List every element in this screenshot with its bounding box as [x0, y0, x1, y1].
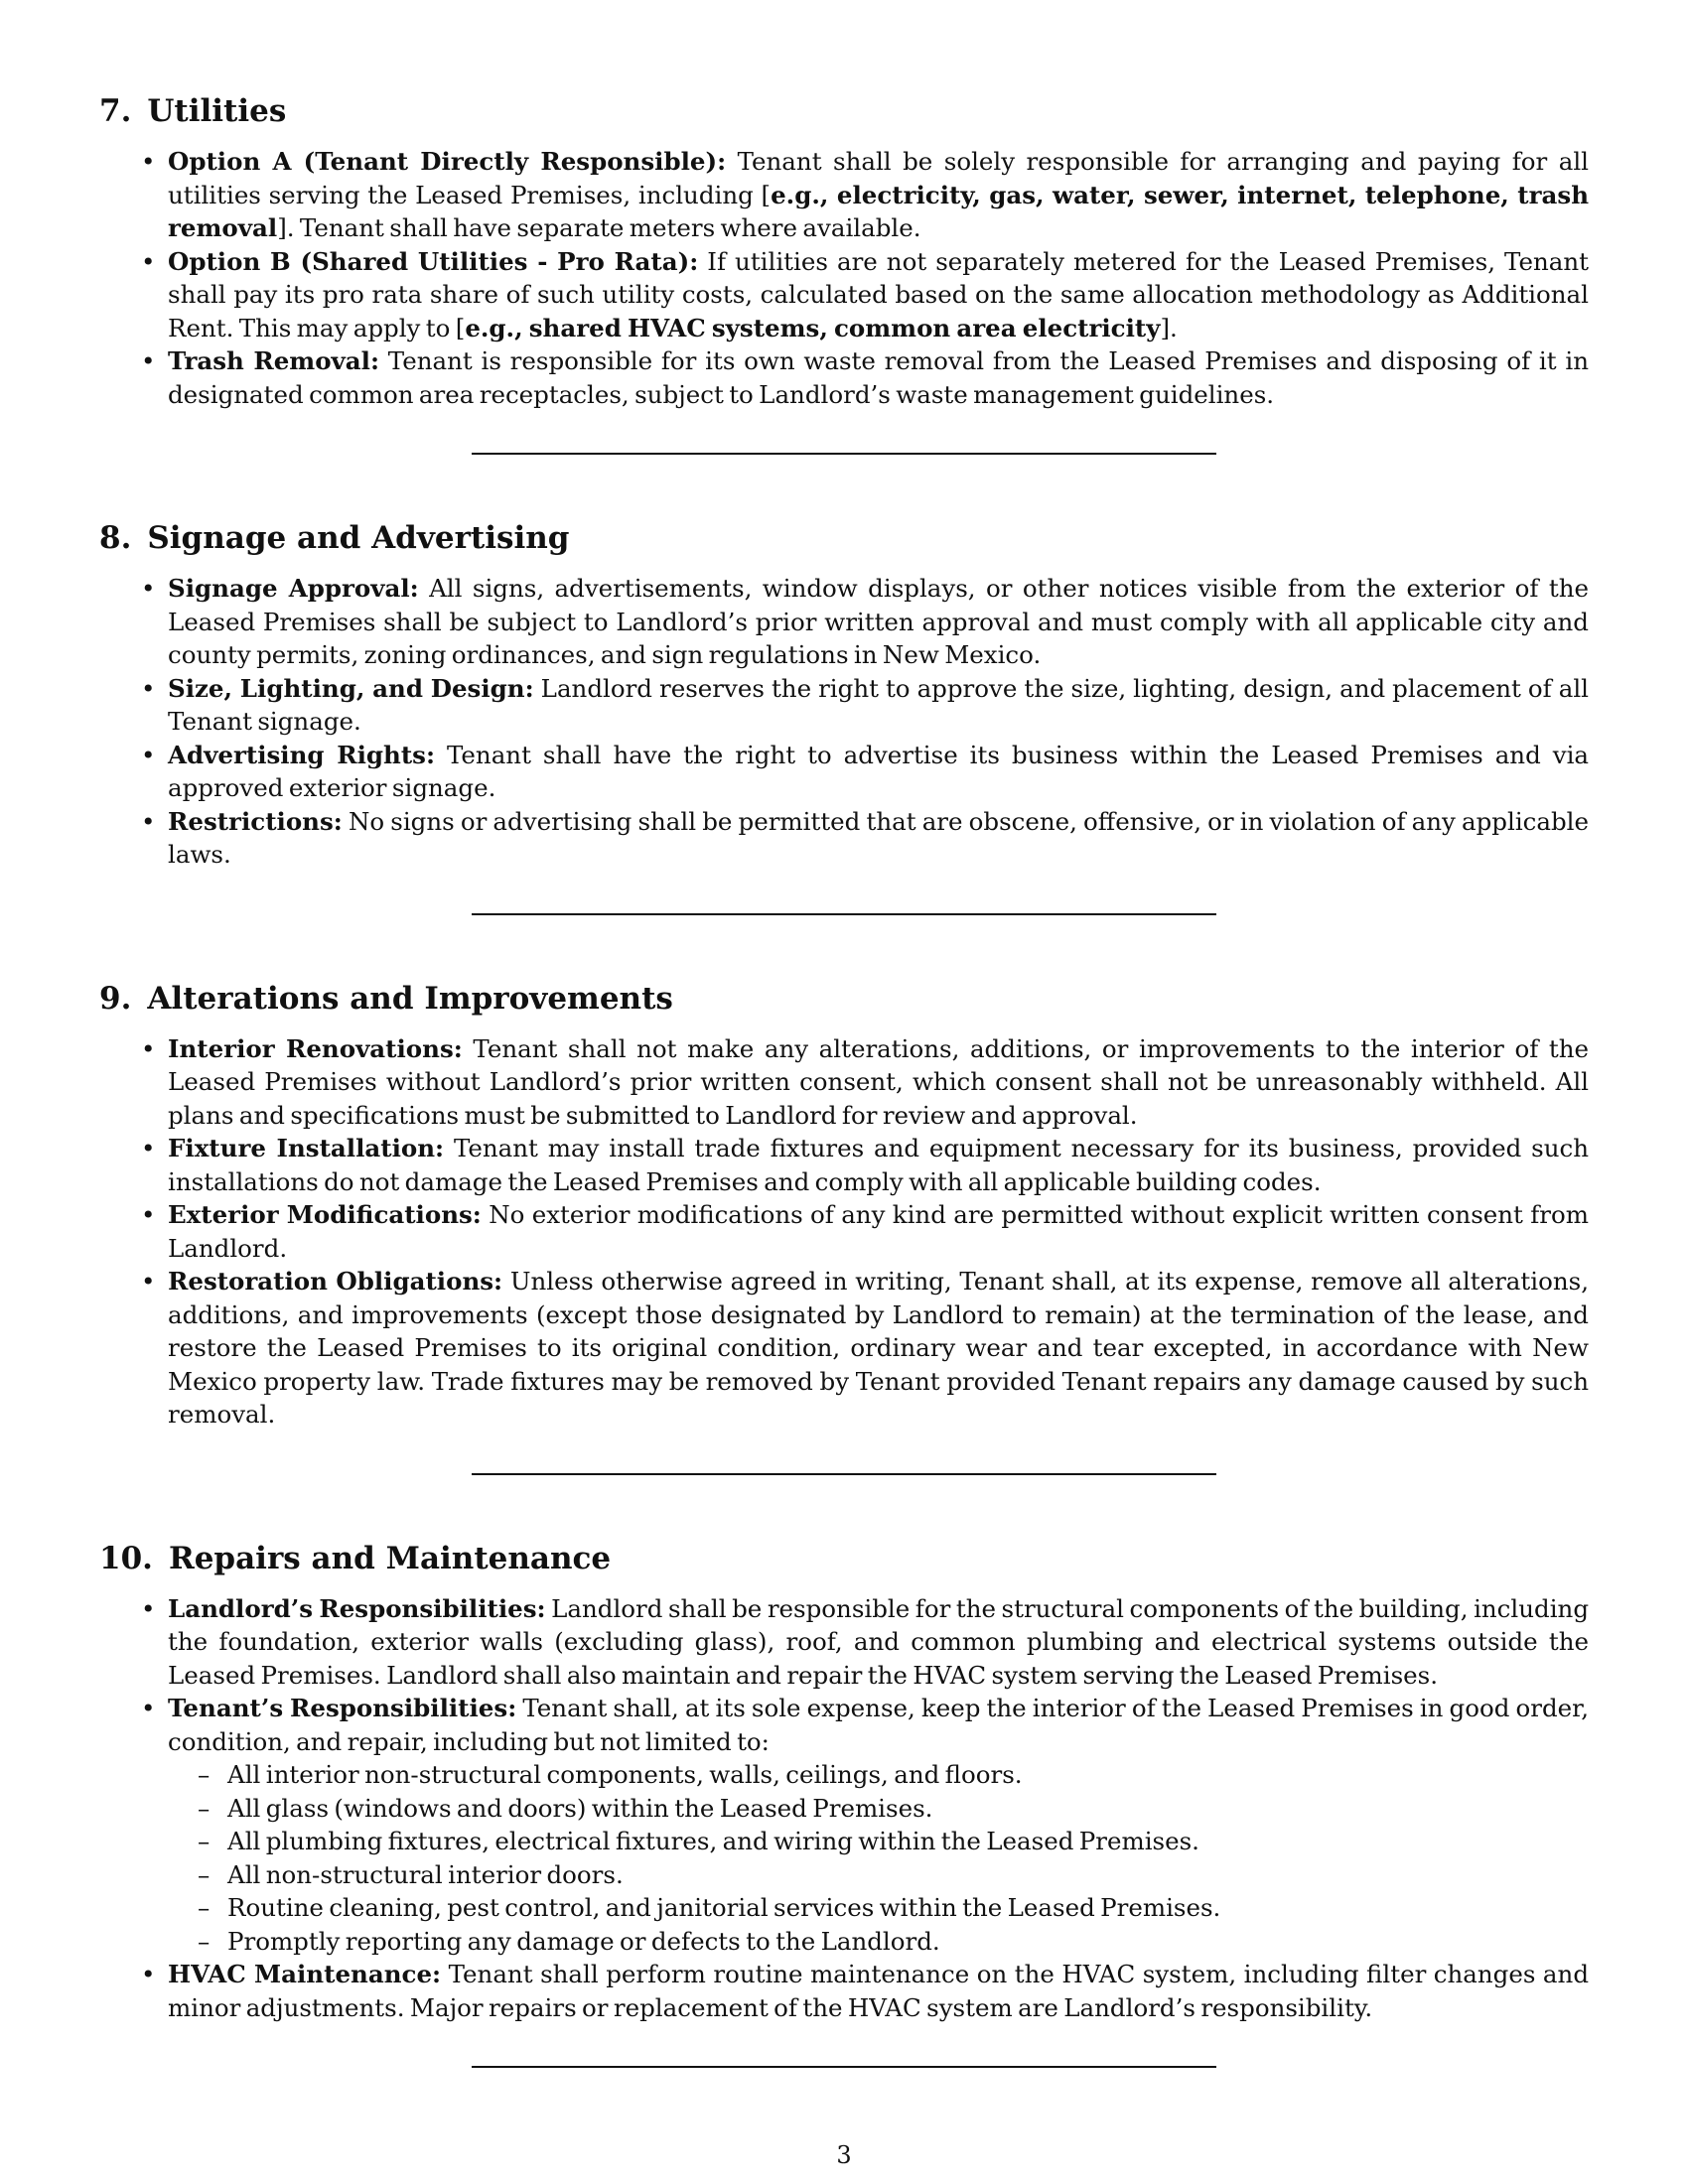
sub-list-item: – All interior non-structural components, walls, ceilings, and floors.	[168, 1758, 1589, 1792]
clause-label: Size, Lighting, and Design:	[168, 673, 534, 703]
sub-list	[168, 1758, 1589, 1958]
clause-item	[99, 805, 1589, 872]
section-utilities	[99, 91, 1589, 411]
clause-text: Tenant may install trade fixtures and equipment necessary for its business, provided such installations do not damage the Leased Premises and comply with all applicable building codes.	[168, 1134, 1589, 1196]
clause-label: Landlord’s Responsibilities:	[168, 1593, 546, 1623]
clause-item	[99, 1692, 1589, 1958]
section-title: Repairs and Maintenance	[168, 1540, 612, 1576]
clause-label: Exterior Modifications:	[168, 1200, 482, 1229]
clause-label: Signage Approval:	[168, 574, 419, 603]
clause-label: Trash Removal:	[168, 346, 380, 375]
clause-item	[99, 344, 1589, 411]
clause-list	[99, 572, 1589, 872]
clause-list	[99, 145, 1589, 411]
clause-item	[99, 1592, 1589, 1693]
clause-label: Interior Renovations:	[168, 1033, 463, 1063]
clause-text: Unless otherwise agreed in writing, Tenant shall, at its expense, remove all alterations, additions, and improvements (except those designated by Landlord to remain) at the termination of the lease, and restore the Leased Premises to its original condition, ordinary wear and tear excepted, in accordance with New Mexico property law. Trade fixtures may be removed by Tenant provided Tenant repairs any damage caused by such removal.	[168, 1267, 1589, 1429]
section-divider	[472, 453, 1216, 455]
section-number: 8.	[99, 520, 132, 556]
clause-item	[99, 1198, 1589, 1265]
clause-label: Restrictions:	[168, 806, 343, 836]
section-alterations	[99, 979, 1589, 1432]
clause-text: Landlord reserves the right to approve the size, lighting, design, and placement of all Tenant signage.	[168, 673, 1590, 736]
page-number: 3	[836, 2141, 852, 2169]
document-page	[99, 91, 1589, 2131]
section-number: 7.	[99, 93, 132, 129]
clause-item	[99, 739, 1589, 805]
clause-list	[99, 1592, 1589, 2025]
sub-list-item: – Routine cleaning, pest control, and janitorial services within the Leased Premises.	[168, 1891, 1589, 1925]
clause-emphasis: e.g., shared HVAC systems, common area electricity	[465, 313, 1161, 342]
clause-label: Fixture Installation:	[168, 1134, 445, 1162]
clause-emphasis: e.g., electricity, gas, water, sewer, internet, telephone, trash removal	[168, 180, 1590, 242]
section-heading	[99, 1539, 1589, 1578]
clause-item	[99, 1032, 1589, 1133]
clause-text: Landlord shall be responsible for the structural components of the building, including the foundation, exterior walls (excluding glass), roof, and common plumbing and electrical systems outside the Leased Premises. Landlord shall also maintain and repair the HVAC system serving the Leased Premises.	[168, 1593, 1589, 1690]
section-heading	[99, 518, 1589, 558]
clause-text: Tenant shall have the right to advertise its business within the Leased Premises and via approved exterior signage.	[168, 740, 1590, 802]
clause-label: Option A (Tenant Directly Responsible):	[168, 147, 727, 176]
section-divider	[472, 2066, 1216, 2068]
clause-label: HVAC Maintenance:	[168, 1960, 442, 1988]
clause-text: Tenant shall perform routine maintenance on the HVAC system, including filter changes and minor adjustments. Major repairs or replacement of the HVAC system are Landlord’s responsibility.	[168, 1960, 1590, 2022]
section-signage	[99, 518, 1589, 872]
clause-item	[99, 672, 1589, 739]
clause-text: If utilities are not separately metered for the Leased Premises, Tenant shall pay its pro rata share of such utility costs, calculated based on the same allocation methodology as Additional Rent. This may apply to [	[168, 246, 1589, 342]
clause-label: Restoration Obligations:	[168, 1267, 503, 1296]
clause-text: No exterior modifications of any kind are permitted without explicit written consent from Landlord.	[168, 1200, 1589, 1263]
clause-text: Tenant shall, at its sole expense, keep the interior of the Leased Premises in good order, condition, and repair, including but not limited to:	[168, 1694, 1589, 1756]
sub-list-item: – All plumbing fixtures, electrical fixtures, and wiring within the Leased Premises.	[168, 1825, 1589, 1858]
clause-item	[99, 1958, 1589, 2024]
clause-item	[99, 145, 1589, 245]
clause-list	[99, 1032, 1589, 1432]
clause-text-after: ]. Tenant shall have separate meters where available.	[277, 213, 921, 242]
sub-list-item: – All glass (windows and doors) within the Leased Premises.	[168, 1792, 1589, 1826]
section-title: Utilities	[147, 93, 287, 129]
clause-item	[99, 245, 1589, 345]
section-number: 9.	[99, 980, 132, 1017]
clause-text: Tenant is responsible for its own waste removal from the Leased Premises and disposing of it in designated common area receptacles, subject to Landlord’s waste management guidelines.	[168, 346, 1589, 409]
section-heading	[99, 979, 1589, 1019]
sub-list-item: – Promptly reporting any damage or defects to the Landlord.	[168, 1925, 1589, 1959]
section-repairs	[99, 1539, 1589, 2025]
section-title: Signage and Advertising	[147, 520, 570, 556]
clause-item	[99, 572, 1589, 672]
section-divider	[472, 913, 1216, 915]
section-number: 10.	[99, 1540, 153, 1576]
clause-text: No signs or advertising shall be permitted that are obscene, offensive, or in violation of any applicable laws.	[168, 806, 1589, 869]
section-heading	[99, 91, 1589, 131]
section-divider	[472, 1473, 1216, 1475]
clause-label: Advertising Rights:	[168, 740, 436, 769]
clause-text: Tenant shall be solely responsible for arranging and paying for all utilities serving the Leased Premises, including [	[168, 147, 1589, 209]
clause-item	[99, 1265, 1589, 1432]
clause-label: Option B (Shared Utilities - Pro Rata):	[168, 246, 699, 276]
section-title: Alterations and Improvements	[147, 980, 673, 1017]
clause-text: All signs, advertisements, window displays, or other notices visible from the exterior of the Leased Premises shall be subject to Landlord’s prior written approval and must comply with all applicable city and county permits, zoning ordinances, and sign regulations in New Mexico.	[168, 574, 1589, 669]
clause-text: Tenant shall not make any alterations, additions, or improvements to the interior of the Leased Premises without Landlord’s prior written consent, which consent shall not be unreasonably withheld. All plans and specifications must be submitted to Landlord for review and approval.	[168, 1033, 1589, 1130]
clause-label: Tenant’s Responsibilities:	[168, 1694, 517, 1722]
sub-list-item: – All non-structural interior doors.	[168, 1858, 1589, 1892]
clause-text-after: ].	[1160, 313, 1178, 342]
clause-item	[99, 1132, 1589, 1198]
